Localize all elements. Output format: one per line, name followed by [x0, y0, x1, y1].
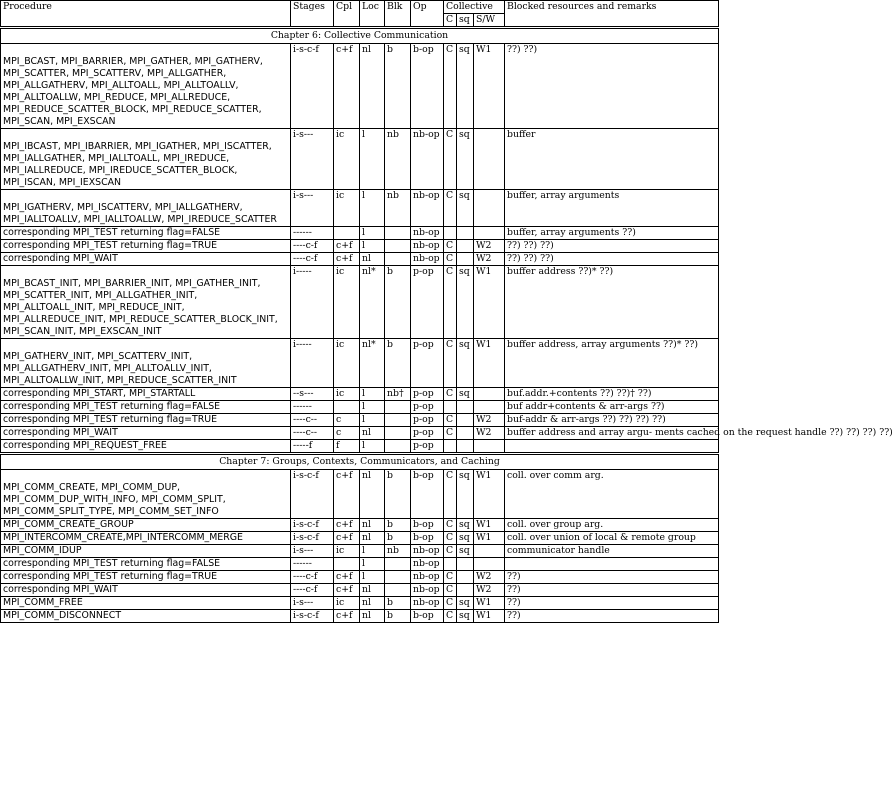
cell-collective-sq: sq [457, 190, 474, 227]
cell-collective-c [444, 401, 457, 414]
cell-blk [385, 401, 411, 414]
table-row [1, 584, 719, 597]
cell-collective-sw: W2 [474, 253, 505, 266]
table-row [1, 253, 719, 266]
table-row [1, 401, 719, 414]
cell-stages: i-s-c-f [291, 610, 334, 623]
cell-collective-sw: W2 [474, 584, 505, 597]
cell-collective-sq: sq [457, 44, 474, 129]
cell-cpl: c+f [334, 253, 360, 266]
table-row [1, 414, 719, 427]
cell-procedure: corresponding MPI_TEST returning flag=TRUE [1, 240, 291, 253]
cell-procedure: MPI_GATHERV_INIT, MPI_SCATTERV_INIT, MPI_ALLGATHERV_INIT, MPI_ALLTOALLV_INIT, MPI_ALLTOALLW_INIT, MPI_REDUCE_SCATTER_INIT [1, 339, 291, 388]
cell-cpl [334, 227, 360, 240]
cell-collective-sq [457, 440, 474, 454]
cell-op: p-op [411, 401, 444, 414]
col-loc: Loc [360, 1, 385, 28]
cell-collective-sw [474, 440, 505, 454]
cell-loc: l [360, 545, 385, 558]
cell-loc: nl [360, 610, 385, 623]
cell-op: nb-op [411, 558, 444, 571]
cell-op: nb-op [411, 571, 444, 584]
cell-collective-c: C [444, 190, 457, 227]
cell-procedure: corresponding MPI_WAIT [1, 427, 291, 440]
cell-loc: l [360, 440, 385, 454]
cell-collective-sw [474, 227, 505, 240]
cell-op: b-op [411, 532, 444, 545]
cell-stages: ----c-- [291, 414, 334, 427]
cell-cpl: c+f [334, 470, 360, 519]
cell-op: b-op [411, 470, 444, 519]
cell-remarks: ??) ??) [505, 44, 719, 129]
cell-stages: i-s--- [291, 545, 334, 558]
cell-op: p-op [411, 440, 444, 454]
cell-collective-sq: sq [457, 339, 474, 388]
cell-stages: i-s--- [291, 597, 334, 610]
cell-loc: l [360, 227, 385, 240]
cell-cpl: ic [334, 339, 360, 388]
cell-loc: l [360, 414, 385, 427]
cell-cpl: c+f [334, 44, 360, 129]
cell-procedure: corresponding MPI_WAIT [1, 584, 291, 597]
cell-stages: -----f [291, 440, 334, 454]
cell-collective-sw: W1 [474, 339, 505, 388]
cell-cpl: ic [334, 545, 360, 558]
col-sw: S/W [474, 14, 505, 28]
cell-blk [385, 440, 411, 454]
cell-collective-c: C [444, 253, 457, 266]
cell-stages: i-s-c-f [291, 532, 334, 545]
chapter-heading-row [1, 28, 719, 44]
cell-collective-c: C [444, 470, 457, 519]
cell-blk [385, 414, 411, 427]
cell-collective-sw [474, 401, 505, 414]
table-row [1, 44, 719, 129]
cell-procedure: corresponding MPI_REQUEST_FREE [1, 440, 291, 454]
cell-collective-sq: sq [457, 470, 474, 519]
cell-blk [385, 427, 411, 440]
cell-collective-sw [474, 388, 505, 401]
table-row [1, 545, 719, 558]
table-row [1, 227, 719, 240]
cell-collective-c [444, 440, 457, 454]
cell-stages: ----c-f [291, 584, 334, 597]
cell-remarks [505, 558, 719, 571]
cell-op: p-op [411, 414, 444, 427]
table-row [1, 470, 719, 519]
cell-stages: i-s--- [291, 190, 334, 227]
cell-collective-sw: W1 [474, 597, 505, 610]
table-row [1, 558, 719, 571]
cell-loc: nl [360, 519, 385, 532]
cell-op: b-op [411, 610, 444, 623]
cell-op: nb-op [411, 227, 444, 240]
table-row [1, 339, 719, 388]
cell-loc: nl [360, 532, 385, 545]
table-row [1, 532, 719, 545]
cell-blk [385, 558, 411, 571]
cell-blk: b [385, 610, 411, 623]
cell-procedure: MPI_BCAST, MPI_BARRIER, MPI_GATHER, MPI_GATHERV, MPI_SCATTER, MPI_SCATTERV, MPI_ALLGATHER, MPI_ALLGATHERV, MPI_ALLTOALL, MPI_ALLTOALLV, MPI_ALLTOALLW, MPI_REDUCE, MPI_ALLREDUCE, MPI_REDUCE_SCATTER_BLOCK, MPI_REDUCE_SCATTER, MPI_SCAN, MPI_EXSCAN [1, 44, 291, 129]
cell-collective-sq [457, 571, 474, 584]
cell-collective-c: C [444, 610, 457, 623]
cell-op: nb-op [411, 545, 444, 558]
cell-collective-sw: W1 [474, 610, 505, 623]
cell-op: nb-op [411, 190, 444, 227]
chapter-title: Chapter 6: Collective Communication [1, 28, 719, 44]
col-stages: Stages [291, 1, 334, 28]
table-row [1, 129, 719, 190]
cell-procedure: MPI_COMM_CREATE, MPI_COMM_DUP, MPI_COMM_DUP_WITH_INFO, MPI_COMM_SPLIT, MPI_COMM_SPLIT_TYPE, MPI_COMM_SET_INFO [1, 470, 291, 519]
cell-collective-sq [457, 584, 474, 597]
cell-procedure: corresponding MPI_TEST returning flag=TRUE [1, 571, 291, 584]
cell-stages: ----c-f [291, 571, 334, 584]
cell-blk: nb [385, 545, 411, 558]
cell-collective-c: C [444, 339, 457, 388]
col-op: Op [411, 1, 444, 28]
cell-op: b-op [411, 519, 444, 532]
cell-collective-sq [457, 401, 474, 414]
cell-procedure: corresponding MPI_TEST returning flag=FALSE [1, 227, 291, 240]
cell-collective-sw: W1 [474, 470, 505, 519]
cell-cpl: f [334, 440, 360, 454]
cell-op: p-op [411, 266, 444, 339]
cell-cpl: c+f [334, 610, 360, 623]
cell-stages: i-s-c-f [291, 44, 334, 129]
cell-remarks: buffer [505, 129, 719, 190]
cell-collective-c: C [444, 584, 457, 597]
cell-blk: b [385, 519, 411, 532]
cell-procedure: corresponding MPI_TEST returning flag=FALSE [1, 558, 291, 571]
cell-collective-sq [457, 558, 474, 571]
cell-collective-sq [457, 414, 474, 427]
cell-cpl: ic [334, 597, 360, 610]
cell-op: p-op [411, 388, 444, 401]
cell-cpl: ic [334, 266, 360, 339]
cell-collective-c: C [444, 597, 457, 610]
cell-collective-c: C [444, 44, 457, 129]
cell-collective-sq [457, 240, 474, 253]
cell-procedure: corresponding MPI_TEST returning flag=TRUE [1, 414, 291, 427]
cell-collective-sw [474, 190, 505, 227]
cell-loc: nl [360, 597, 385, 610]
cell-remarks: buffer address and array argu- ments cached on the request handle ??) ??) ??) ??) [505, 427, 719, 440]
cell-collective-sq [457, 427, 474, 440]
cell-blk [385, 253, 411, 266]
cell-collective-sq: sq [457, 532, 474, 545]
col-sq: sq [457, 14, 474, 28]
cell-procedure: MPI_IBCAST, MPI_IBARRIER, MPI_IGATHER, MPI_ISCATTER, MPI_IALLGATHER, MPI_IALLTOALL, MPI_IREDUCE, MPI_IALLREDUCE, MPI_IREDUCE_SCATTER_BLOCK, MPI_ISCAN, MPI_IEXSCAN [1, 129, 291, 190]
cell-collective-sw [474, 545, 505, 558]
cell-loc: nl* [360, 339, 385, 388]
cell-collective-sq: sq [457, 545, 474, 558]
cell-collective-sw: W1 [474, 44, 505, 129]
cell-cpl: c+f [334, 571, 360, 584]
cell-cpl: c+f [334, 519, 360, 532]
cell-remarks: ??) [505, 610, 719, 623]
cell-cpl [334, 401, 360, 414]
cell-remarks: ??) [505, 597, 719, 610]
cell-remarks: communicator handle [505, 545, 719, 558]
cell-cpl: ic [334, 190, 360, 227]
table-row [1, 519, 719, 532]
cell-blk [385, 240, 411, 253]
cell-cpl: c+f [334, 240, 360, 253]
chapter-title: Chapter 7: Groups, Contexts, Communicators, and Caching [1, 454, 719, 470]
cell-remarks: ??) [505, 584, 719, 597]
cell-collective-sw [474, 558, 505, 571]
cell-collective-c: C [444, 427, 457, 440]
cell-stages: i-s-c-f [291, 519, 334, 532]
cell-cpl: c [334, 427, 360, 440]
cell-blk [385, 571, 411, 584]
cell-op: nb-op [411, 597, 444, 610]
cell-collective-sq: sq [457, 129, 474, 190]
cell-blk: b [385, 339, 411, 388]
col-cpl: Cpl [334, 1, 360, 28]
table-row [1, 597, 719, 610]
cell-stages: ----c-- [291, 427, 334, 440]
cell-procedure: MPI_IGATHERV, MPI_ISCATTERV, MPI_IALLGATHERV, MPI_IALLTOALLV, MPI_IALLTOALLW, MPI_IREDUCE_SCATTER [1, 190, 291, 227]
cell-loc: nl [360, 44, 385, 129]
cell-collective-sw: W2 [474, 571, 505, 584]
cell-stages: i-s-c-f [291, 470, 334, 519]
cell-collective-c: C [444, 519, 457, 532]
cell-collective-sw: W1 [474, 519, 505, 532]
cell-loc: nl [360, 584, 385, 597]
cell-collective-sw: W2 [474, 414, 505, 427]
table-row [1, 427, 719, 440]
cell-collective-sq: sq [457, 388, 474, 401]
cell-cpl: c [334, 414, 360, 427]
table-row [1, 571, 719, 584]
cell-loc: l [360, 571, 385, 584]
cell-collective-sq: sq [457, 610, 474, 623]
col-blocked-resources: Blocked resources and remarks [505, 1, 719, 28]
cell-remarks: buffer address, array arguments ??)* ??) [505, 339, 719, 388]
cell-blk: b [385, 44, 411, 129]
cell-collective-sq: sq [457, 266, 474, 339]
cell-blk: b [385, 470, 411, 519]
table-row [1, 240, 719, 253]
table-row [1, 266, 719, 339]
cell-loc: l [360, 190, 385, 227]
cell-loc: nl [360, 253, 385, 266]
col-collective: Collective [444, 1, 505, 14]
cell-collective-c: C [444, 414, 457, 427]
cell-cpl: ic [334, 388, 360, 401]
cell-stages: ------ [291, 401, 334, 414]
cell-cpl: ic [334, 129, 360, 190]
cell-procedure: MPI_COMM_DISCONNECT [1, 610, 291, 623]
cell-remarks: ??) ??) ??) [505, 253, 719, 266]
cell-remarks: buffer address ??)* ??) [505, 266, 719, 339]
cell-blk: b [385, 532, 411, 545]
cell-stages: ------ [291, 227, 334, 240]
cell-procedure: corresponding MPI_TEST returning flag=FALSE [1, 401, 291, 414]
cell-loc: l [360, 558, 385, 571]
cell-blk [385, 227, 411, 240]
cell-remarks: buf addr+contents & arr-args ??) [505, 401, 719, 414]
cell-loc: nl* [360, 266, 385, 339]
cell-remarks: ??) ??) ??) [505, 240, 719, 253]
cell-loc: l [360, 240, 385, 253]
cell-cpl: c+f [334, 532, 360, 545]
cell-stages: i----- [291, 339, 334, 388]
cell-loc: l [360, 388, 385, 401]
cell-remarks: buf.addr.+contents ??) ??)† ??) [505, 388, 719, 401]
cell-remarks: coll. over union of local & remote group [505, 532, 719, 545]
cell-collective-sq [457, 253, 474, 266]
cell-op: p-op [411, 427, 444, 440]
cell-procedure: MPI_BCAST_INIT, MPI_BARRIER_INIT, MPI_GATHER_INIT, MPI_SCATTER_INIT, MPI_ALLGATHER_INIT, MPI_ALLTOALL_INIT, MPI_REDUCE_INIT, MPI_ALLREDUCE_INIT, MPI_REDUCE_SCATTER_BLOCK_INIT, MPI_SCAN_INIT, MPI_EXSCAN_INIT [1, 266, 291, 339]
cell-procedure: corresponding MPI_START, MPI_STARTALL [1, 388, 291, 401]
cell-collective-sq: sq [457, 519, 474, 532]
table-row [1, 440, 719, 454]
col-blk: Blk [385, 1, 411, 28]
col-c: C [444, 14, 457, 28]
cell-collective-c: C [444, 388, 457, 401]
cell-collective-c: C [444, 571, 457, 584]
cell-procedure: MPI_COMM_CREATE_GROUP [1, 519, 291, 532]
cell-blk: nb [385, 190, 411, 227]
cell-collective-sw [474, 129, 505, 190]
cell-op: nb-op [411, 584, 444, 597]
cell-procedure: corresponding MPI_WAIT [1, 253, 291, 266]
cell-stages: ----c-f [291, 240, 334, 253]
cell-op: b-op [411, 44, 444, 129]
cell-cpl [334, 558, 360, 571]
cell-collective-c [444, 227, 457, 240]
cell-remarks: ??) [505, 571, 719, 584]
cell-collective-c: C [444, 129, 457, 190]
cell-remarks: coll. over group arg. [505, 519, 719, 532]
cell-stages: ----c-f [291, 253, 334, 266]
cell-collective-sw: W2 [474, 427, 505, 440]
cell-collective-sw: W1 [474, 532, 505, 545]
cell-collective-sq: sq [457, 597, 474, 610]
cell-blk: b [385, 266, 411, 339]
cell-collective-c: C [444, 240, 457, 253]
cell-procedure: MPI_COMM_FREE [1, 597, 291, 610]
cell-collective-c: C [444, 545, 457, 558]
cell-collective-sw: W2 [474, 240, 505, 253]
cell-loc: l [360, 401, 385, 414]
cell-procedure: MPI_COMM_IDUP [1, 545, 291, 558]
table-row [1, 610, 719, 623]
cell-blk [385, 584, 411, 597]
cell-remarks: buf-addr & arr-args ??) ??) ??) ??) [505, 414, 719, 427]
cell-collective-c [444, 558, 457, 571]
table-row [1, 388, 719, 401]
col-procedure: Procedure [1, 1, 291, 28]
chapter-heading-row [1, 454, 719, 470]
cell-stages: i----- [291, 266, 334, 339]
cell-stages: i-s--- [291, 129, 334, 190]
cell-cpl: c+f [334, 584, 360, 597]
cell-op: nb-op [411, 129, 444, 190]
cell-collective-sw: W1 [474, 266, 505, 339]
cell-remarks [505, 440, 719, 454]
cell-loc: nl [360, 427, 385, 440]
cell-remarks: coll. over comm arg. [505, 470, 719, 519]
cell-remarks: buffer, array arguments [505, 190, 719, 227]
cell-loc: nl [360, 470, 385, 519]
cell-op: p-op [411, 339, 444, 388]
cell-blk: nb [385, 129, 411, 190]
cell-blk: nb† [385, 388, 411, 401]
table-row [1, 190, 719, 227]
header-row [1, 1, 719, 14]
cell-stages: --s--- [291, 388, 334, 401]
cell-op: nb-op [411, 240, 444, 253]
cell-stages: ------ [291, 558, 334, 571]
cell-loc: l [360, 129, 385, 190]
cell-collective-c: C [444, 532, 457, 545]
cell-blk: b [385, 597, 411, 610]
table-body [1, 28, 893, 623]
cell-remarks: buffer, array arguments ??) [505, 227, 719, 240]
cell-collective-sq [457, 227, 474, 240]
cell-procedure: MPI_INTERCOMM_CREATE,MPI_INTERCOMM_MERGE [1, 532, 291, 545]
cell-op: nb-op [411, 253, 444, 266]
cell-collective-c: C [444, 266, 457, 339]
